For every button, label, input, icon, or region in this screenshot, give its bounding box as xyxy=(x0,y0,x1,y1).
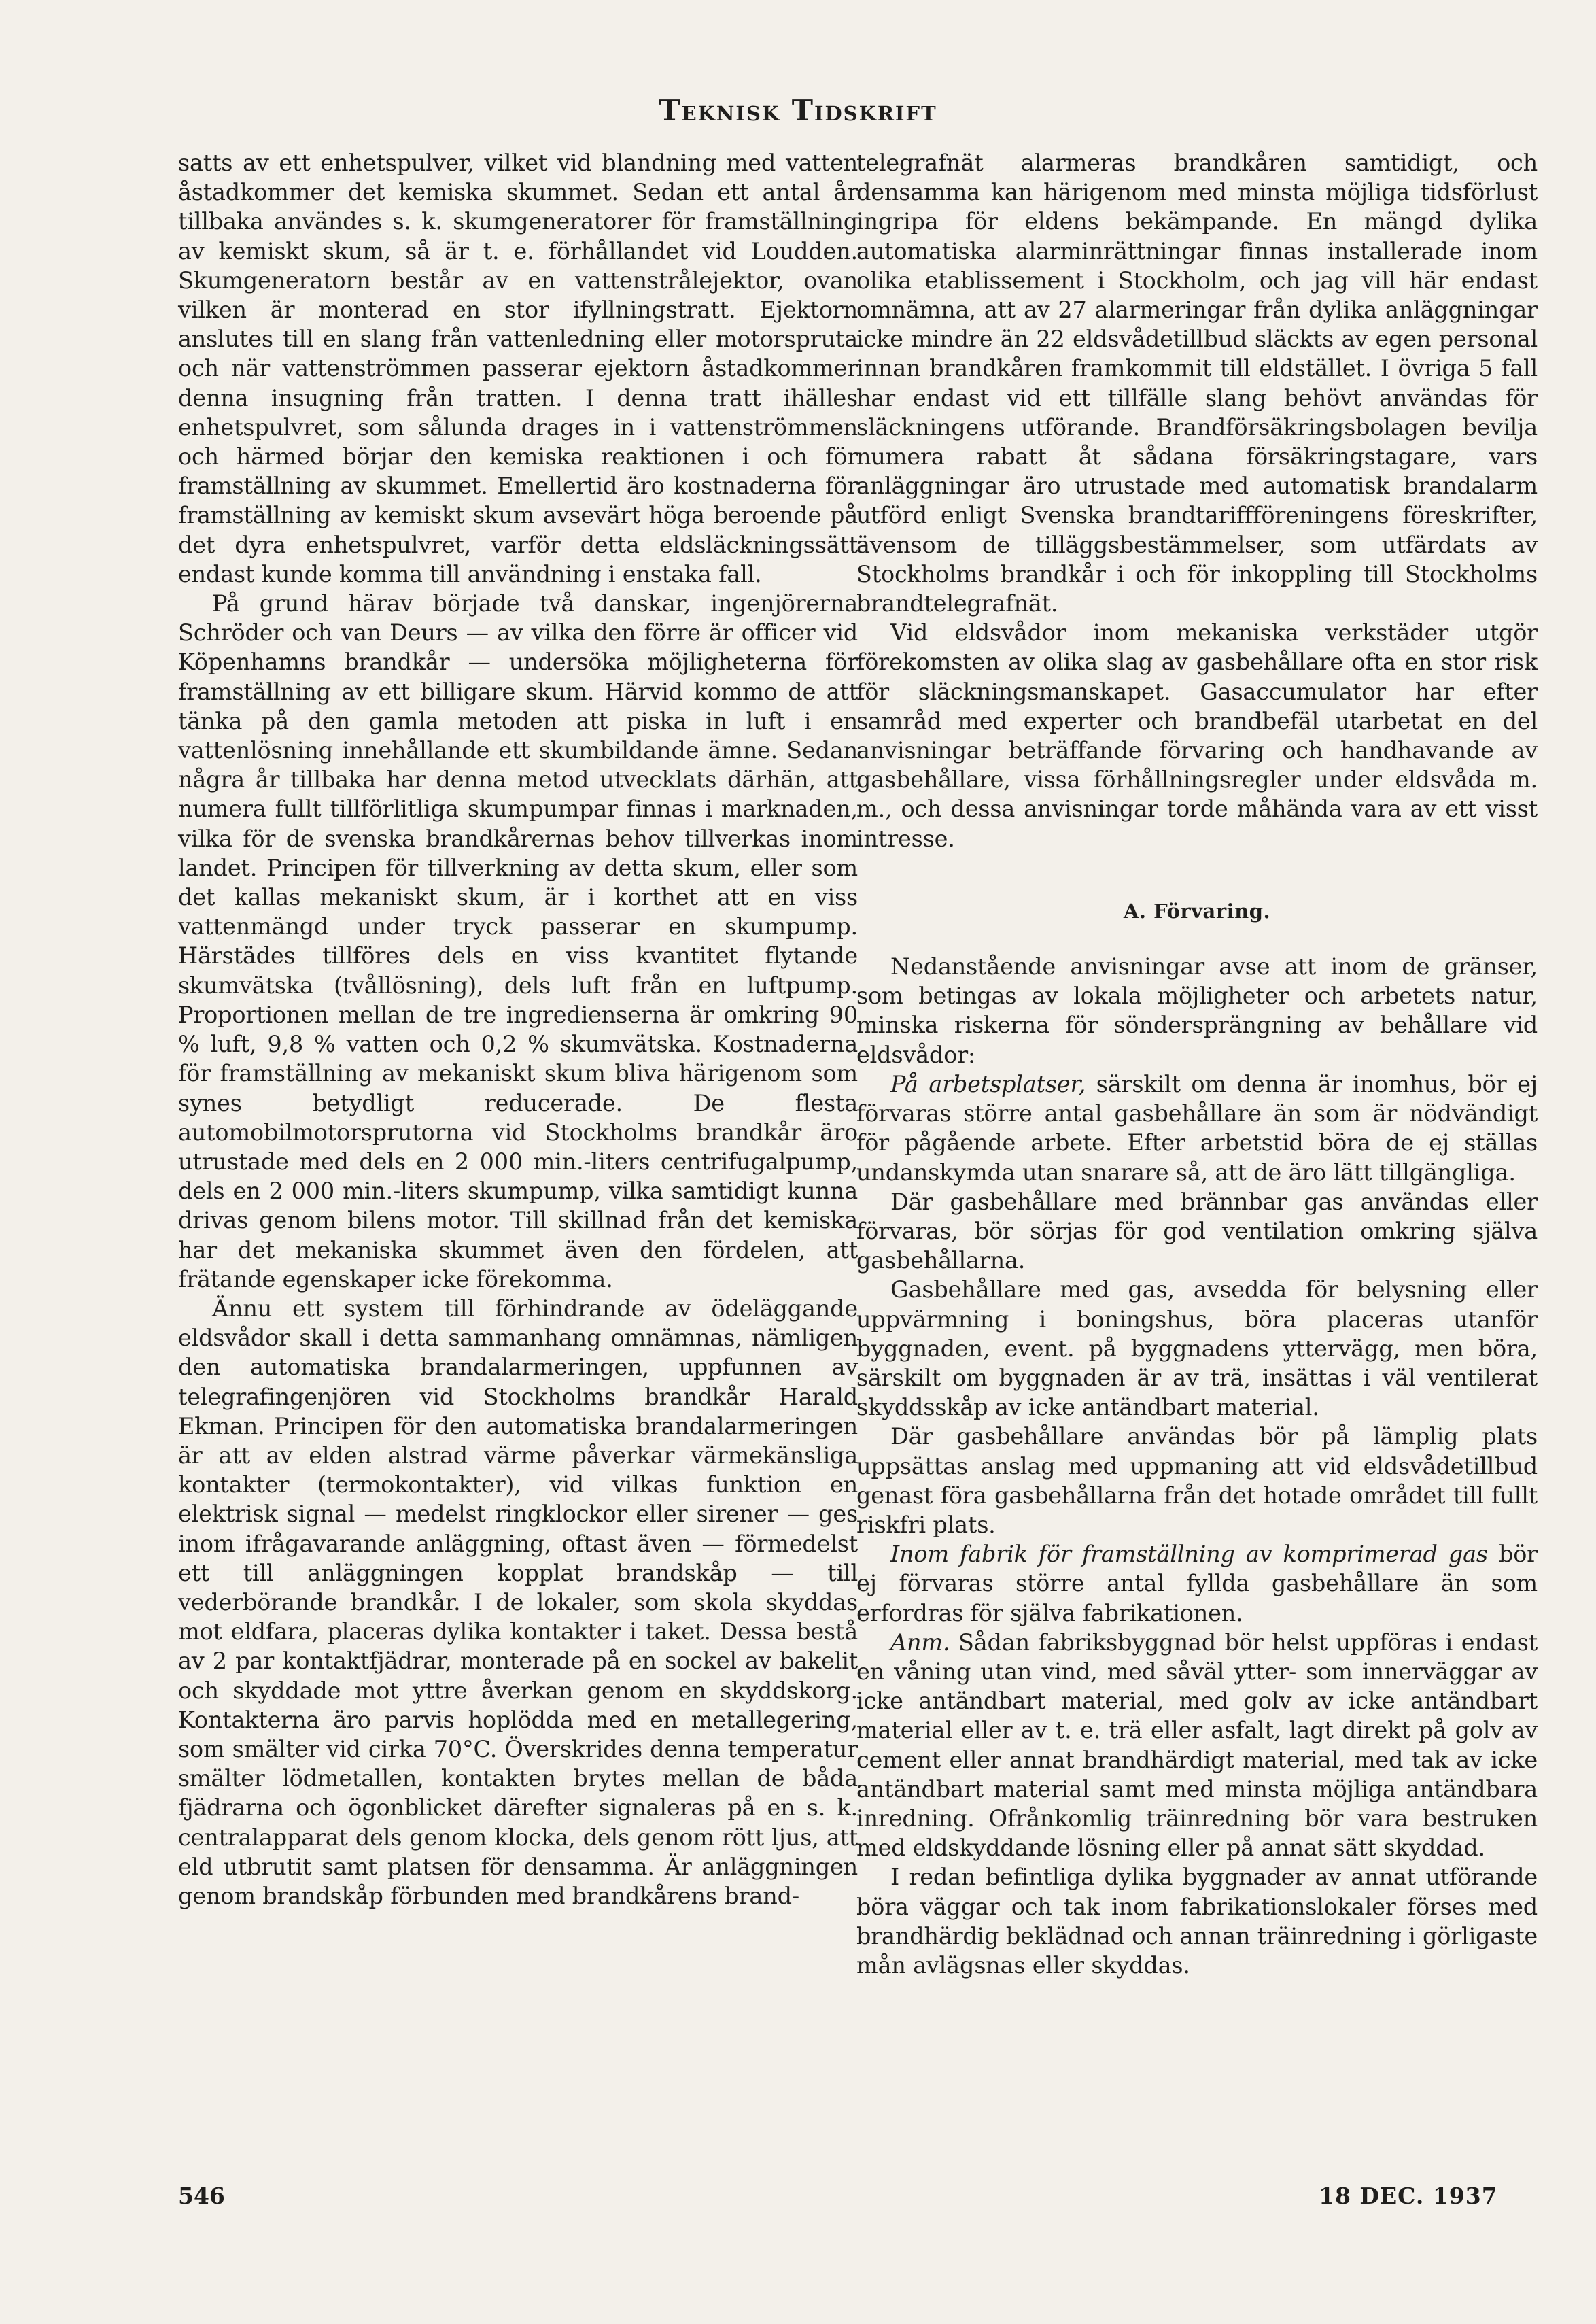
page-number: 546 xyxy=(178,2183,225,2209)
right-column xyxy=(856,148,1538,1980)
paragraph xyxy=(856,1628,1538,1863)
journal-header: Teknisk Tidskrift xyxy=(659,94,937,127)
paragraph-text: Sådan fabriksbyggnad bör helst uppföras i endast en våning utan vind, med såväl ytter- som innerväggar av icke antändbart material, med golv av icke antändbart material eller av t. e. trä eller asfalt, lagt direkt på golv av cement eller annat brandhärdigt material, med tak av icke antändbart material samt med minsta möjliga antändbara inredning. Ofrånkomlig träinredning bör vara bestruken med eldskyddande lösning eller på annat sätt skyddad. xyxy=(856,1628,1538,1862)
issue-date: 18 DEC. 1937 xyxy=(1319,2183,1498,2209)
paragraph: Där gasbehållare användas bör på lämplig plats uppsättas anslag med uppmaning att vid eldsvådetillbud genast föra gasbehållarna från det hotade området till fullt riskfri plats. xyxy=(856,1423,1538,1538)
paragraph: Gasbehållare med gas, avsedda för belysning eller uppvärmning i boningshus, böra placeras utanför byggnaden, event. på byggnadens yttervägg, men böra, särskilt om byggnaden är av trä, insättas i väl ventilerat skyddsskåp av icke antändbart material. xyxy=(856,1276,1538,1421)
paragraph: På grund härav började två danskar, ingenjörerna Schröder och van Deurs — av vilka den förre är officer vid Köpenhamns brandkår — undersöka möjligheterna för framställning av ett billigare skum. Härvid kommo de att tänka på den gamla metoden att piska in luft i en vattenlösning innehållande ett skumbildande ämne. Sedan några år tillbaka har denna metod utvecklats därhän, att numera fullt tillförlitliga skumpumpar finnas i marknaden, vilka för de svenska brandkårernas behov tillverkas inom landet. Principen för tillverkning av detta skum, eller som det kallas mekaniskt skum, är i korthet att en viss vattenmängd under tryck passerar en skumpump. Härstädes tillföres dels en viss kvantitet flytande skumvätska (tvållösning), dels luft från en luftpump. Proportionen mellan de tre ingredienserna är omkring 90 % luft, 9,8 % vatten och 0,2 % skumvätska. Kostnaderna för framställning av mekaniskt skum bliva härigenom som synes betydligt reducerade. De flesta automobilmotorsprutorna vid Stockholms brandkår äro utrustade med dels en 2 000 min.-liters centrifugalpump, dels en 2 000 min.-liters skumpump, vilka samtidigt kunna drivas genom bilens motor. Till skillnad från det kemiska har det mekaniska skummet även den fördelen, att frätande egenskaper icke förekomma. xyxy=(178,590,858,1293)
paragraph: Där gasbehållare med brännbar gas användas eller förvaras, bör sörjas för god ventilation omkring själva gasbehållarna. xyxy=(856,1188,1538,1274)
paragraph: I redan befintliga dylika byggnader av annat utförande böra väggar och tak inom fabrikationslokaler förses med brandhärdig beklädnad och annan träinredning i görligaste mån avlägsnas eller skyddas. xyxy=(856,1864,1538,1979)
left-column xyxy=(178,148,858,1911)
paragraph xyxy=(856,1070,1538,1187)
paragraph: Nedanstående anvisningar avse att inom de gränser, som betingas av lokala möjligheter och arbetets natur, minska riskerna för söndersprängning av behållare vid eldsvådor: xyxy=(856,953,1538,1068)
paragraph: satts av ett enhetspulver, vilket vid blandning med vatten åstadkommer det kemiska skummet. Sedan ett antal år tillbaka användes s. k. skumgeneratorer för framställning av kemiskt skum, så är t. e. förhållandet vid Loudden. Skumgeneratorn består av en vattenstrålejektor, ovan vilken är monterad en stor ifyllningstratt. Ejektorn anslutes till en slang från vattenledning eller motorspruta och när vattenströmmen passerar ejektorn åstadkommer denna insugning från tratten. I denna tratt ihälles enhetspulvret, som sålunda drages in i vattenströmmen och härmed börjar den kemiska reaktionen i och för framställning av skummet. Emellertid äro kostnaderna för framställning av kemiskt skum avsevärt höga beroende på det dyra enhetspulvret, varför detta eldsläckningssätt endast kunde komma till användning i enstaka fall. xyxy=(178,150,858,587)
italic-lead: Inom fabrik för framställning av komprimerad gas xyxy=(890,1541,1488,1568)
paragraph-text: särskilt om denna är inomhus, bör ej förvaras större antal gasbehållare än som är nödvändigt för pågående arbete. Efter arbetstid böra de ej ställas undanskymda utan snarare så, att de äro lätt tillgängliga. xyxy=(856,1070,1538,1186)
section-heading: A. Förvaring. xyxy=(1123,899,1271,923)
paragraph xyxy=(856,1539,1538,1628)
italic-lead: Anm. xyxy=(890,1628,950,1656)
paragraph: Vid eldsvådor inom mekaniska verkstäder utgör förekomsten av olika slag av gasbehållare ofta en stor risk för släckningsmanskapet. Gasaccumulator har efter samråd med experter och brandbefäl utarbetat en del anvisningar beträffande förvaring och handhavande av gasbehållare, vissa förhållningsregler under eldsvåda m. m., och dessa anvisningar torde måhända vara av ett visst intresse. xyxy=(856,619,1538,852)
paragraph-text: bör ej förvaras större antal fyllda gasbehållare än som erfordras för själva fabrikationen. xyxy=(856,1541,1538,1626)
paragraph: Ännu ett system till förhindrande av ödeläggande eldsvådor skall i detta sammanhang omnämnas, nämligen den automatiska brandalarmeringen, uppfunnen av telegrafingenjören vid Stockholms brandkår Harald Ekman. Principen för den automatiska brandalarmeringen är att av elden alstrad värme påverkar värmekänsliga kontakter (termokontakter), vid vilkas funktion en elektrisk signal — medelst ringklockor eller sirener — ges inom ifrågavarande anläggning, oftast även — förmedelst ett till anläggningen kopplat brandskåp — till vederbörande brandkår. I de lokaler, som skola skyddas mot eldfara, placeras dylika kontakter i taket. Dessa bestå av 2 par kontaktfjädrar, monterade på en sockel av bakelit och skyddade mot yttre åverkan genom en skyddskorg. Kontakterna äro parvis hoplödda med en metallegering, som smälter vid cirka 70°C. Överskrides denna temperatur smälter lödmetallen, kontakten brytes mellan de båda fjädrarna och ögonblicket därefter signaleras på en s. k. centralapparat dels genom klocka, dels genom rött ljus, att eld utbrutit samt platsen för densamma. Är anläggningen genom brandskåp förbunden med brandkårens brand- xyxy=(178,1295,858,1909)
italic-lead: På arbetsplatser, xyxy=(890,1070,1086,1097)
paragraph: telegrafnät alarmeras brandkåren samtidigt, och densamma kan härigenom med minsta möjliga tidsförlust ingripa för eldens bekämpande. En mängd dylika automatiska alarminrättningar finnas installerade inom olika etablissement i Stockholm, och jag vill här endast omnämna, att av 27 alarmeringar från dylika anläggningar icke mindre än 22 eldsvådetillbud släckts av egen personal innan brandkåren framkommit till eldstället. I övriga 5 fall har endast vid ett tillfälle slang behövt användas för släckningens utförande. Brandförsäkringsbolagen bevilja numera rabatt åt sådana försäkringstagare, vars anläggningar äro utrustade med automatisk brandalarm utförd enligt Svenska brandtariffföreningens föreskrifter, ävensom de tilläggsbestämmelser, som utfärdats av Stockholms brandkår i och för inkoppling till Stockholms brandtelegrafnät. xyxy=(856,150,1538,617)
